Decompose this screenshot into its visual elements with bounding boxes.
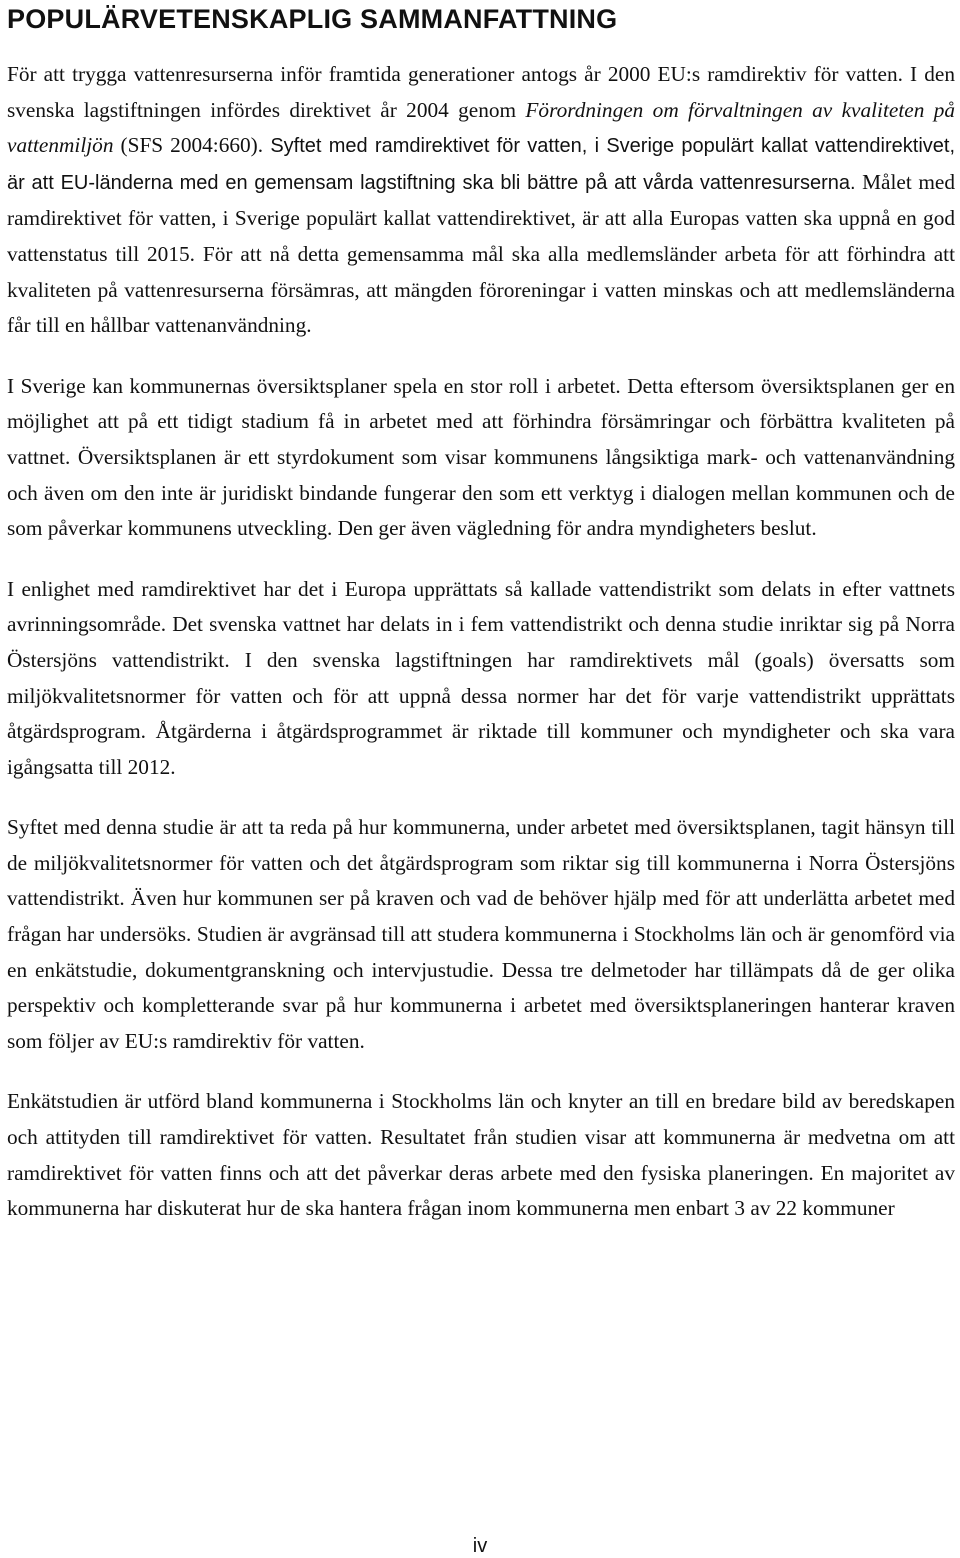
paragraph-5: Enkätstudien är utförd bland kommunerna i Stockholms län och knyter an till en bredare bild av beredskapen och attityden till ramdirektivet för vatten. Resultatet från studien visar att kommunerna är medvetna om att ramdirektivet för vatten finns och att det påverkar deras arbete med den fysiska planeringen. En majoritet av kommunerna har diskuterat hur de ska hantera frågan inom kommunerna men enbart 3 av 22 kommuner [7,1089,955,1221]
document-page [7,0,955,1227]
paragraph-4: Syftet med denna studie är att ta reda på hur kommunerna, under arbetet med översiktsplanen, tagit hänsyn till de miljökvalitetsnormer för vatten och det åtgärdsprogram som riktar sig till kommunerna i Norra Östersjöns vattendistrikt. Även hur kommunen ser på kraven och vad de behöver hjälp med för att underlätta arbetet med frågan har undersöks. Studien är avgränsad till att studera kommunerna i Stockholms län och är genomförd via en enkätstudie, dokumentgranskning och intervjustudie. Dessa tre delmetoder har tillämpats då de ger olika perspektiv och kompletterande svar på hur kommunerna i arbetet med översiktsplaneringen hanterar kraven som följer av EU:s ramdirektiv för vatten. [7,815,955,1053]
paragraph-1-sans-text: Syftet med ramdirektivet för vatten, i Sverige populärt kallat vattendirektivet, är att EU-länderna med en gemensam lagstiftning ska bli bättre på att vårda vattenresurserna. [7,135,955,194]
page-number: iv [472,1535,488,1557]
page-title: POPULÄRVETENSKAPLIG SAMMANFATTNING [7,4,618,34]
paragraph-1-text-b: (SFS 2004:660). [113,133,264,158]
paragraph-1-text-c: Målet med ramdirektivet för vatten, i Sverige populärt kallat vattendirektivet, är att alla Europas vatten ska uppnå en god vattenstatus till 2015. För att nå detta gemensamma mål ska alla medlemsländer arbeta för att förhindra att kvaliteten på vattenresurserna försämras, att mängden föroreningar i vatten minskas och att medlemsländerna får till en hållbar vattenanvändning. [7,169,955,338]
paragraph-3: I enlighet med ramdirektivet har det i Europa upprättats så kallade vattendistrikt som delats in efter vattnets avrinningsområde. Det svenska vattnet har delats in i fem vattendistrikt och denna studie inriktar sig på Norra Östersjöns vattendistrikt. I den svenska lagstiftningen har ramdirektivets mål (goals) översatts som miljökvalitetsnormer för vatten och för att uppnå dessa normer har det för varje vattendistrikt upprättats åtgärdsprogram. Åtgärderna i åtgärdsprogrammet är riktade till kommuner och myndigheter och ska vara igångsatta till 2012. [7,576,955,779]
paragraph-1 [7,57,955,344]
paragraph-2: I Sverige kan kommunernas översiktsplaner spela en stor roll i arbetet. Detta eftersom översiktsplanen ger en möjlighet att på ett tidigt stadium få in arbetet med att förhindra försämringar och förbättra kvaliteten på vattnet. Översiktsplanen är ett styrdokument som visar kommunens långsiktiga mark- och vattenanvändning och även om den inte är juridiskt bindande fungerar den som ett verktyg i dialogen mellan kommunen och de som påverkar kommunens utveckling. Den ger även vägledning för andra myndigheters beslut. [7,373,955,541]
paragraph-1-italic-title: Förordningen om förvaltningen av kvaliteten på vattenmiljön [7,97,955,158]
paragraph-1-text-a: För att trygga vattenresurserna inför framtida generationer antogs år 2000 EU:s ramdirektiv för vatten. I den svenska lagstiftningen infördes direktivet år 2004 genom [7,62,955,122]
